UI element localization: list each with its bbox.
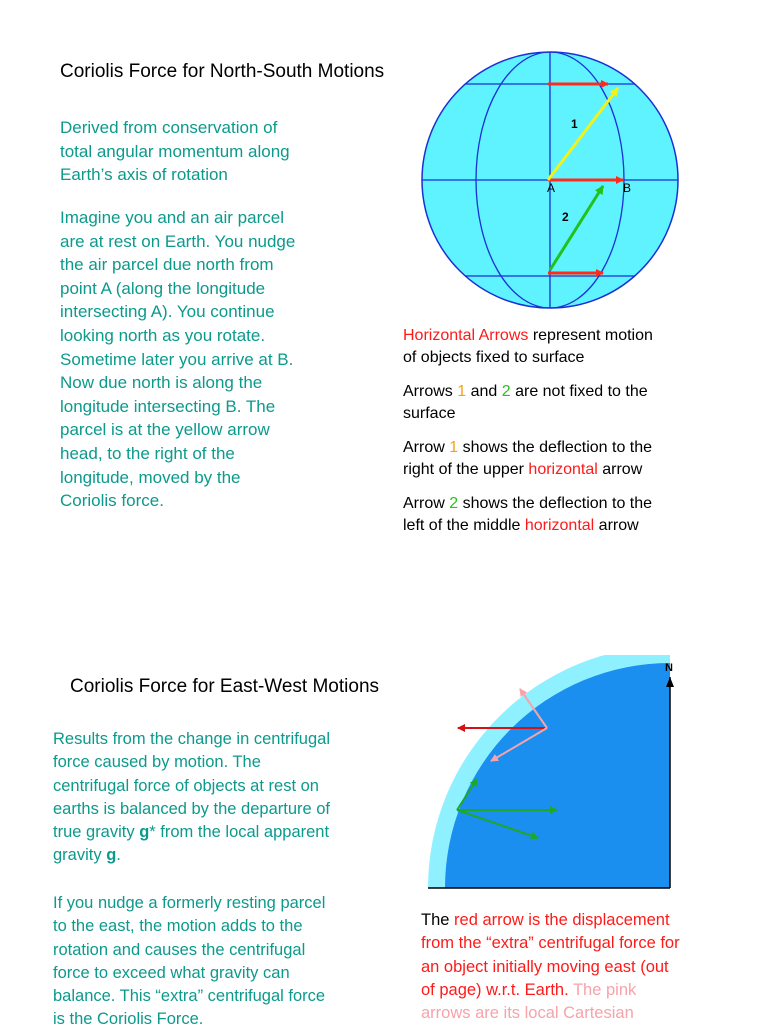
note-text: Arrows	[403, 383, 458, 400]
section1-body	[60, 206, 295, 513]
para-line: If you nudge a formerly resting parcel	[53, 894, 326, 912]
caption-text: The	[421, 911, 455, 929]
section2-para1	[53, 728, 330, 868]
note-text: and	[466, 383, 502, 400]
note-horizontal-arrows	[403, 325, 753, 369]
caption-red-text: of page) w.r.t. Earth.	[421, 980, 569, 999]
para-line: is the Coriolis Force.	[53, 1010, 204, 1029]
body-line: are at rest on Earth. You nudge	[60, 231, 296, 251]
note-red-term: horizontal	[524, 517, 595, 534]
para-text: * from the local apparent	[149, 823, 330, 842]
para-line: to the east, the motion adds to the	[53, 917, 303, 936]
para-text: gravity	[53, 846, 107, 865]
section2-title: Coriolis Force for East-West Motions	[70, 676, 380, 697]
note-text: of objects fixed to surface	[403, 349, 585, 366]
note-arrow-1	[403, 437, 753, 481]
note-text: left of the middle	[403, 517, 525, 534]
para-line: Results from the change in centrifugal	[53, 730, 330, 748]
para-text: .	[116, 846, 121, 865]
label-b: B	[623, 181, 632, 195]
body-line: intersecting A). You continue	[60, 302, 275, 322]
note-text: arrow	[594, 517, 639, 534]
para-line	[53, 844, 330, 867]
label-1: 1	[571, 117, 578, 131]
intro-line: Derived from conservation of	[60, 118, 278, 137]
body-line: the air parcel due north from	[60, 255, 274, 275]
para-line: rotation and causes the centrifugal	[53, 940, 306, 959]
note-arrows-not-fixed	[403, 381, 753, 425]
earth-quadrant	[445, 663, 670, 888]
north-label: N	[665, 662, 673, 674]
para-line: force to exceed what gravity can	[53, 963, 290, 982]
caption-line: from the “extra” centrifugal force for	[421, 934, 680, 953]
note-red-term: Horizontal Arrows	[403, 327, 529, 344]
caption-line: an object initially moving east (out	[421, 957, 669, 976]
body-line: longitude intersecting B. The	[60, 396, 276, 416]
section1-title: Coriolis Force for North-South Motions	[60, 61, 385, 82]
caption-pink-text: The pink	[568, 980, 637, 999]
body-line: Imagine you and an air parcel	[60, 208, 284, 227]
body-line: Sometime later you arrive at B.	[60, 349, 294, 369]
caption-line: arrows are its local Cartesian	[421, 1004, 634, 1023]
globe-diagram	[415, 48, 690, 318]
para-text: true gravity	[53, 823, 140, 842]
note-text: right of the upper	[403, 461, 529, 478]
note-text: represent motion	[528, 327, 653, 344]
para-line: earths is balanced by the departure of	[53, 799, 331, 818]
label-a: A	[547, 181, 556, 195]
para-line: force caused by motion. The	[53, 753, 261, 772]
gravity-g: g	[106, 846, 117, 865]
caption-line	[421, 909, 761, 932]
note-text: shows the deflection to the	[458, 495, 653, 512]
note-num-1: 1	[449, 439, 459, 456]
gravity-g-star: g	[139, 823, 150, 842]
note-text: Arrow	[403, 439, 450, 456]
body-line: head, to the right of the	[60, 443, 235, 463]
note-red-term: horizontal	[528, 461, 598, 478]
body-line: Coriolis force.	[60, 491, 164, 511]
section1-intro	[60, 116, 290, 187]
body-line: longitude, moved by the	[60, 467, 241, 487]
para-line: centrifugal force of objects at rest on	[53, 776, 319, 795]
caption-line	[421, 979, 761, 1002]
note-num-2: 2	[501, 383, 511, 400]
body-line: looking north as you rotate.	[60, 325, 266, 345]
para-line: balance. This “extra” centrifugal force	[53, 987, 326, 1006]
note-text: arrow	[597, 461, 643, 478]
section2-para2	[53, 892, 325, 1032]
note-num-1: 1	[457, 383, 467, 400]
para-line	[53, 821, 330, 844]
section1-notes	[403, 325, 753, 549]
note-text: Arrow	[403, 495, 450, 512]
earth-quadrant-diagram	[425, 655, 690, 895]
body-line: Now due north is along the	[60, 373, 263, 393]
caption-red-text: red arrow is the displacement	[454, 911, 670, 929]
note-num-2: 2	[449, 495, 459, 512]
note-arrow-2	[403, 493, 753, 537]
label-2: 2	[562, 210, 569, 224]
note-text: surface	[403, 405, 456, 422]
intro-line: Earth’s axis of rotation	[60, 165, 228, 185]
body-line: parcel is at the yellow arrow	[60, 420, 270, 440]
intro-line: total angular momentum along	[60, 141, 290, 161]
note-text: are not fixed to the	[510, 383, 648, 400]
note-text: shows the deflection to the	[458, 439, 653, 456]
section2-caption	[421, 909, 761, 1025]
body-line: point A (along the longitude	[60, 278, 266, 298]
